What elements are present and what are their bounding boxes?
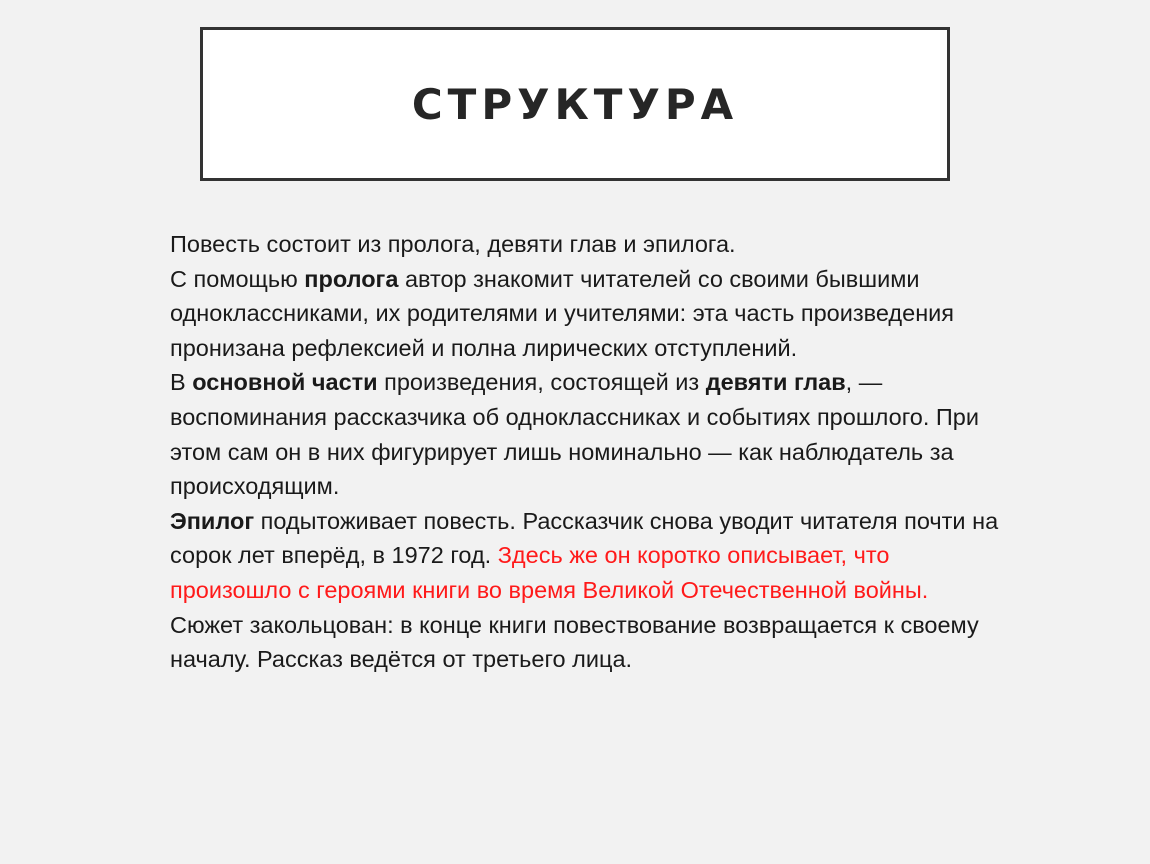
epilogue-bold: Эпилог: [170, 507, 255, 534]
paragraph-intro-text: Повесть состоит из пролога, девяти глав и эпилога.: [170, 231, 736, 257]
paragraph-prologue: [170, 262, 1010, 366]
prologue-bold: пролога: [304, 265, 399, 292]
paragraph-epilogue: [170, 504, 1010, 608]
paragraph-intro: [170, 227, 1010, 262]
title-box: [200, 27, 950, 181]
main-part-text-1: В: [170, 369, 193, 396]
main-part-bold-1: основной части: [192, 369, 378, 396]
main-part-text-3: , — воспоминания рассказчика об одноклассниках и событиях прошлого. При этом сам он в них фигурирует лишь номинально — как наблюдатель за происходящим.: [170, 369, 979, 500]
epilogue-text-1: подытоживает повесть. Рассказчик снова уводит читателя почти на сорок лет вперёд, в 1972 год.: [170, 507, 999, 569]
slide-title: СТРУКТУРА: [411, 79, 739, 129]
paragraph-main-part: [170, 365, 1010, 503]
prologue-text-1: С помощью: [170, 265, 305, 292]
paragraph-plot-text: Сюжет закольцован: в конце книги повествование возвращается к своему началу. Рассказ ведётся от третьего лица.: [170, 611, 979, 673]
main-part-text-2: произведения, состоящей из: [377, 369, 706, 396]
body-text: [170, 227, 1010, 677]
prologue-text-2: автор знакомит читателей со своими бывшими одноклассниками, их родителями и учителями: эта часть произведения пронизана рефлексией и полна лирических отступлений.: [170, 265, 955, 361]
main-part-bold-2: девяти глав: [705, 369, 846, 396]
paragraph-plot: [170, 608, 1010, 677]
epilogue-highlight: Здесь же он коротко описывает, что произошло с героями книги во время Великой Отечественной войны.: [170, 542, 929, 603]
